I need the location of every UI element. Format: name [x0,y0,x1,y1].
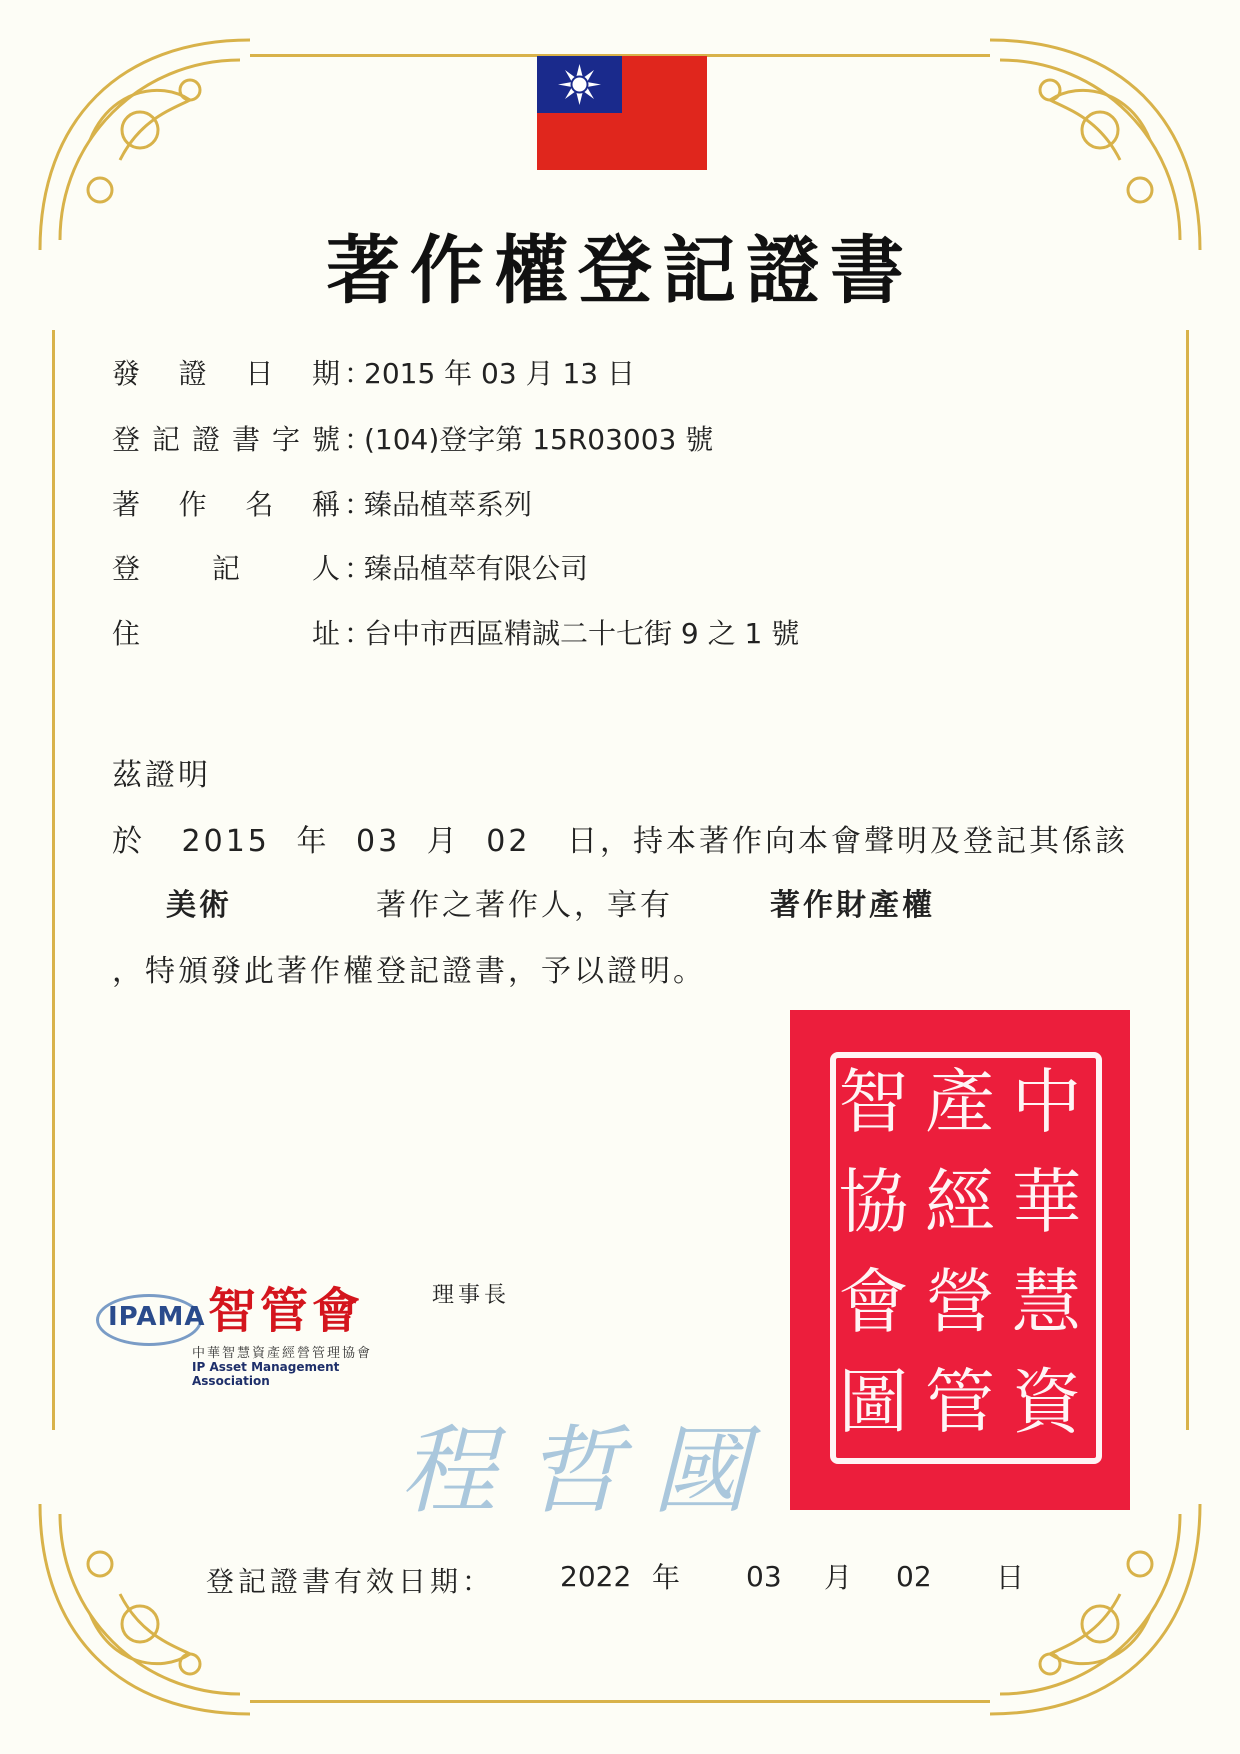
field-row-address [112,612,799,652]
seal-char: 圖 [838,1361,909,1443]
field-value: 臻品植萃有限公司 [364,552,589,585]
field-label: 登記人 [112,552,344,585]
statement-prefix: 於 [112,824,145,859]
expiry-day: 02 [896,1560,932,1593]
frame-left-line [52,330,55,1430]
seal-char: 經 [924,1161,995,1243]
field-value: 台中市西區精誠二十七街 9 之 1 號 [364,617,800,650]
logo-full-en: IP Asset Management Association [192,1360,340,1388]
field-row-work-name [112,483,532,523]
statement-month: 03 [356,824,401,859]
flag-icon [537,56,707,170]
seal-characters [830,1052,1090,1452]
statement-line-1 [112,816,1128,860]
statement-year-unit: 年 [296,824,330,859]
frame-bottom-line [250,1700,990,1703]
statement-suffix: ，持本著作向本會聲明及登記其係該 [600,824,1129,859]
seal-char: 營 [924,1261,995,1343]
logo-name-cn: 智管會 [208,1283,365,1339]
certificate-title: 著作權登記證書 [326,228,914,314]
statement-year: 2015 [181,824,270,859]
field-value: 臻品植萃系列 [364,488,533,521]
field-colon: ： [344,423,373,456]
field-colon: ： [344,488,373,521]
work-category: 美術 [166,888,232,923]
white-sun-icon [537,56,622,113]
field-label: 登記證書字號 [112,423,344,456]
expiry-label: 登記證書有效日期： [206,1565,495,1598]
seal-char: 資 [1011,1361,1082,1443]
flag-canton [537,56,622,113]
statement-middle: 著作之著作人，享有 [376,888,673,923]
field-label: 住址 [112,617,344,650]
chairman-signature: 程哲國 [400,1415,778,1527]
field-label: 著作名稱 [112,488,344,521]
logo-abbr: IPAMA [108,1302,206,1332]
field-colon: ： [344,617,373,650]
ipama-logo [96,1272,416,1388]
expiry-year: 2022 [560,1560,632,1593]
statement-month-unit: 月 [426,824,460,859]
seal-char: 管 [924,1361,995,1443]
statement-intro: 茲證明 [112,758,211,793]
field-colon: ： [344,357,373,390]
seal-char: 產 [924,1061,995,1143]
rights-type: 著作財產權 [770,888,935,923]
seal-char: 中 [1011,1061,1082,1143]
logo-full-cn: 中華智慧資產經營管理協會 [192,1346,373,1361]
seal-char: 會 [838,1261,909,1343]
expiry-year-unit: 年 [652,1561,681,1594]
field-label: 發證日期 [112,357,344,390]
seal-char: 慧 [1011,1261,1082,1343]
field-row-certificate-number [112,418,713,458]
statement-day-unit: 日 [567,824,601,859]
expiry-month-unit: 月 [824,1561,853,1594]
field-colon: ： [344,552,373,585]
ornament-bottom-left-icon [20,1484,270,1734]
field-row-issue-date [112,352,635,392]
expiry-day-unit: 日 [996,1561,1025,1594]
seal-char: 智 [838,1061,909,1143]
field-value: 2015 年 03 月 13 日 [364,357,636,390]
chairman-label: 理事長 [432,1283,511,1308]
seal-char: 協 [838,1161,909,1243]
seal-char: 華 [1011,1161,1082,1243]
statement-line-3: ，特頒發此著作權登記證書，予以證明。 [112,954,706,989]
field-row-registrant [112,547,588,587]
expiry-month: 03 [746,1560,782,1593]
field-value: (104)登字第 15R03003 號 [364,423,714,456]
frame-right-line [1186,330,1189,1430]
statement-day: 02 [486,824,531,859]
official-seal [790,1010,1130,1510]
ornament-bottom-right-icon [970,1484,1220,1734]
